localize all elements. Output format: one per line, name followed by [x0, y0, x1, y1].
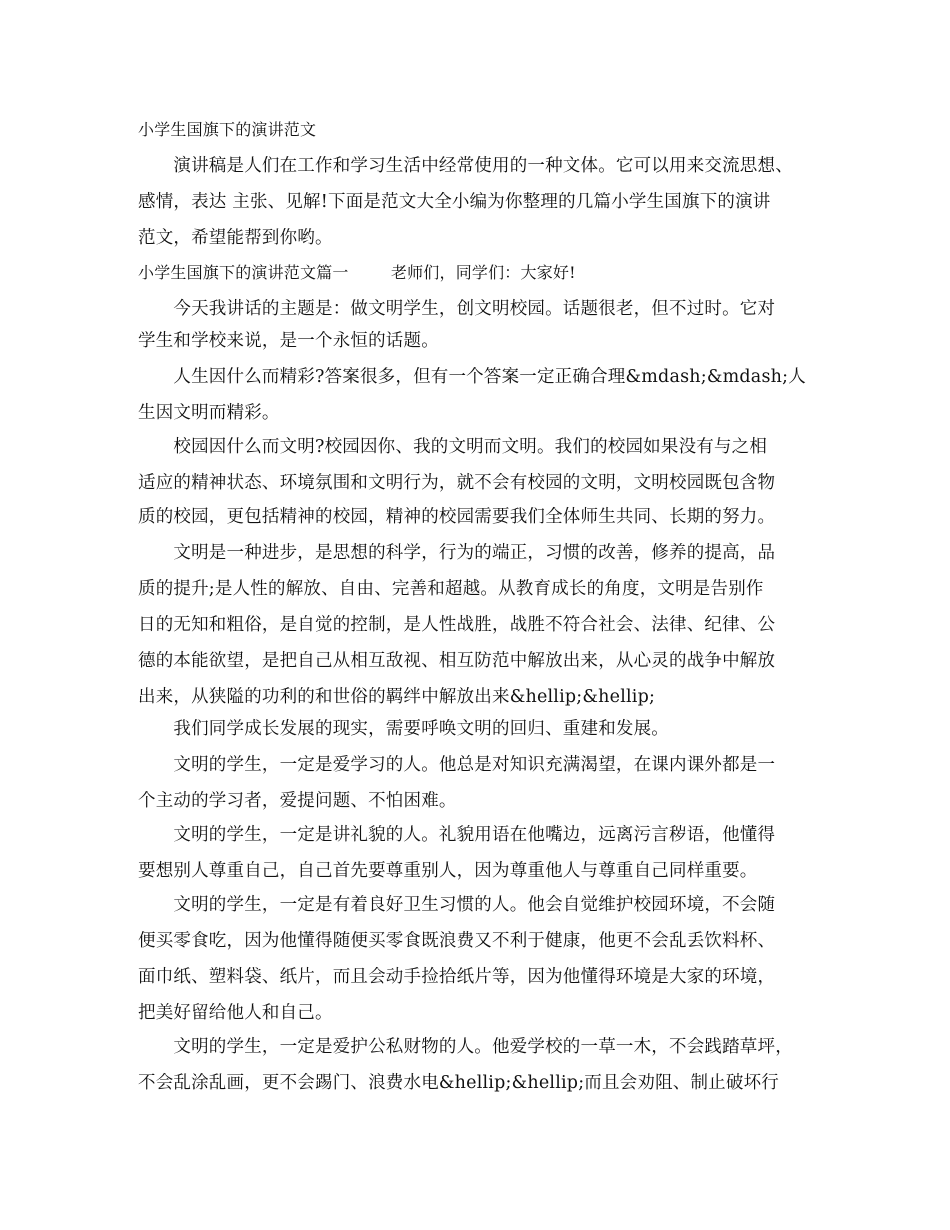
text-line: 演讲稿是人们在工作和学习生活中经常使用的一种文体。它可以用来交流思想、 [138, 156, 793, 176]
text-line: 个主动的学习者，爱提问题、不怕困难。 [138, 791, 457, 811]
text-line: 质的提升;是人性的解放、自由、完善和超越。从教育成长的角度，文明是告别作 [138, 579, 764, 599]
text-line: 范文，希望能帮到你哟。 [138, 228, 333, 248]
text-line: 文明是一种进步，是思想的科学，行为的端正，习惯的改善，修养的提高，品 [138, 543, 776, 563]
text-line: 生因文明而精彩。 [138, 403, 280, 423]
text-line: 不会乱涂乱画，更不会踢门、浪费水电&hellip;&hellip;而且会劝阻、制止破坏行 [138, 1073, 779, 1093]
text-line: 我们同学成长发展的现实，需要呼唤文明的回归、重建和发展。 [138, 719, 669, 739]
text-line: 日的无知和粗俗，是自觉的控制，是人性战胜，战胜不符合社会、法律、纪律、公 [138, 615, 776, 635]
text-line: 文明的学生，一定是讲礼貌的人。礼貌用语在他嘴边，远离污言秽语，他懂得 [138, 825, 776, 845]
section-heading-line: 小学生国旗下的演讲范文篇一 老师们，同学们：大家好! [138, 263, 576, 282]
text-line: 把美好留给他人和自己。 [138, 1003, 333, 1023]
document-title: 小学生国旗下的演讲范文 [138, 120, 317, 139]
text-line: 文明的学生，一定是爱学习的人。他总是对知识充满渴望，在课内课外都是一 [138, 755, 776, 775]
text-line: 学生和学校来说，是一个永恒的话题。 [138, 331, 439, 351]
text-line: 校园因什么而文明?校园因你、我的文明而文明。我们的校园如果没有与之相 [138, 437, 768, 457]
text-line: 适应的精神状态、环境氛围和文明行为，就不会有校园的文明，文明校园既包含物 [138, 473, 776, 493]
text-line: 便买零食吃，因为他懂得随便买零食既浪费又不利于健康，他更不会乱丢饮料杯、 [138, 931, 776, 951]
text-line: 面巾纸、塑料袋、纸片，而且会动手捡拾纸片等，因为他懂得环境是大家的环境， [138, 967, 776, 987]
text-line: 文明的学生，一定是爱护公私财物的人。他爱学校的一草一木，不会践踏草坪， [138, 1037, 793, 1057]
text-line: 要想别人尊重自己，自己首先要尊重别人，因为尊重他人与尊重自己同样重要。 [138, 861, 758, 881]
text-line: 质的校园，更包括精神的校园，精神的校园需要我们全体师生共同、长期的努力。 [138, 507, 776, 527]
text-line: 人生因什么而精彩?答案很多，但有一个答案一定正确合理&mdash;&mdash;人 [138, 367, 806, 387]
text-line: 德的本能欲望，是把自己从相互敌视、相互防范中解放出来，从心灵的战争中解放 [138, 651, 776, 671]
text-line: 感情，表达 主张、见解!下面是范文大全小编为你整理的几篇小学生国旗下的演讲 [138, 192, 771, 212]
text-line: 文明的学生，一定是有着良好卫生习惯的人。他会自觉维护校园环境，不会随 [138, 895, 776, 915]
text-line: 今天我讲话的主题是：做文明学生，创文明校园。话题很老，但不过时。它对 [138, 299, 776, 319]
text-line: 出来，从狭隘的功利的和世俗的羁绊中解放出来&hellip;&hellip; [138, 687, 656, 707]
